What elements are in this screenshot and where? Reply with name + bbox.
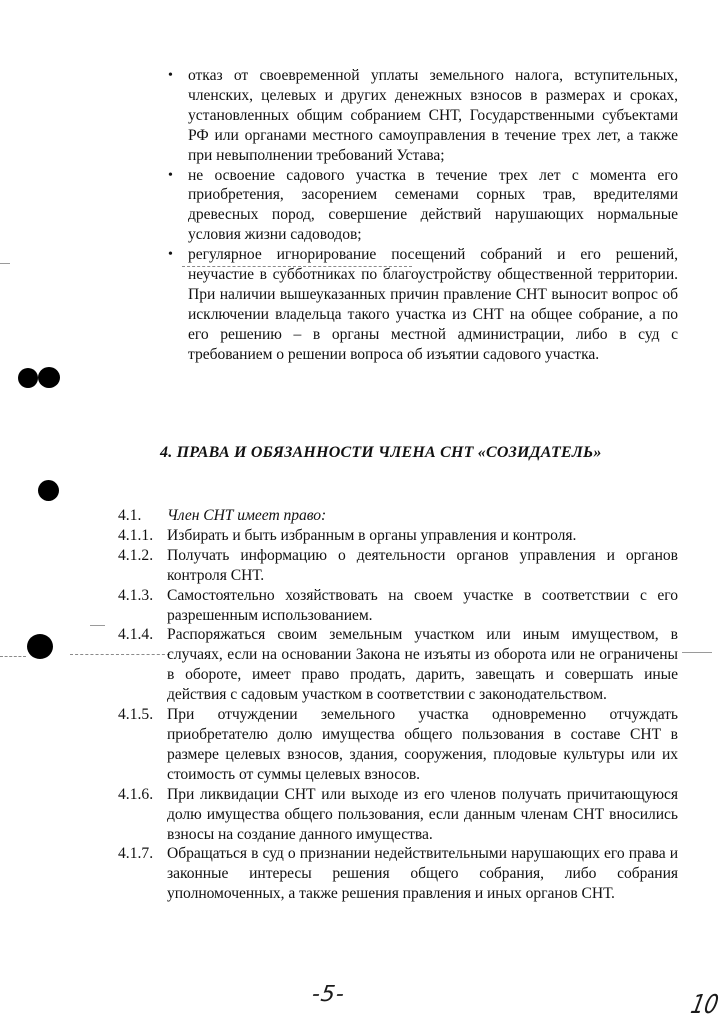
clause-number: 4.1.7. [118, 845, 154, 863]
punch-hole-mark [27, 634, 53, 659]
bullet-icon: • [168, 167, 173, 183]
clause-number: 4.1.4. [118, 626, 154, 644]
scan-line-mark [682, 652, 712, 653]
clause-item [118, 506, 678, 526]
clause-item [118, 546, 678, 586]
list-item [166, 166, 678, 246]
clause-item [118, 705, 678, 785]
clause-number: 4.1.6. [118, 785, 154, 803]
sheet-number: 10 [688, 990, 721, 1020]
punch-hole-mark [38, 480, 59, 501]
clause-text: При отчуждении земельного участка одновременно отчуждать приобретателю долю имущества общего пользования в составе СНТ в размере целевых взносов, здания, сооружения, плодовые культуры или их стоимость от суммы целевых взносов. [167, 706, 678, 783]
punch-hole-mark [18, 368, 38, 388]
clause-text: Распоряжаться своим земельным участком или иным имуществом, в случаях, если на основании Закона не изъяты из оборота или не ограничены в обороте, имеет право продать, дарить, завещать и совершать иные действия с садовым участком в соответствии с законодательством. [167, 626, 678, 704]
clause-item [118, 625, 678, 705]
clause-item [118, 526, 678, 546]
clause-text: При ликвидации СНТ или выходе из его членов получать причитающуюся долю имущества общего пользования, если данным членам СНТ вносились взносы на создание данного имущества. [167, 785, 678, 843]
clause-item [118, 586, 678, 626]
clause-text: Избирать и быть избранным в органы управления и контроля. [167, 526, 577, 544]
list-item-text: отказ от своевременной уплаты земельного налога, вступительных, членских, целевых и других денежных взносов в размерах и сроках, установленных общим собранием СНТ, Государственными субъектами РФ или органами местного самоуправления в течение трех лет, а также при невыполнении требований Устава; [188, 67, 678, 164]
clause-item [118, 785, 678, 845]
scan-line-mark [90, 625, 105, 626]
exclusion-reasons-list [166, 66, 678, 365]
list-item [166, 245, 678, 364]
clause-text: Самостоятельно хозяйствовать на своем участке в соответствии с его разрешенным использованием. [167, 586, 678, 624]
clause-text: Получать информацию о деятельности органов управления и органов контроля СНТ. [167, 546, 678, 584]
punch-hole-mark [38, 367, 60, 388]
scan-line-mark [0, 263, 10, 264]
bullet-icon: • [168, 247, 173, 263]
bullet-icon: • [168, 68, 173, 83]
section-heading: 4. ПРАВА И ОБЯЗАННОСТИ ЧЛЕНА СНТ «СОЗИДАТЕЛЬ» [160, 444, 602, 461]
list-item-text: не освоение садового участка в течение трех лет с момента его приобретения, засорением семенами сорных трав, вредителями древесных пород, совершение действий нарушающих нормальные условия жизни садоводов; [188, 166, 678, 244]
list-item [166, 66, 678, 166]
clause-number: 4.1.3. [118, 586, 154, 604]
page-number: -5- [310, 982, 347, 1007]
clause-text: Член СНТ имеет право: [167, 507, 327, 524]
clause-item [118, 844, 678, 904]
member-rights-clauses [118, 506, 678, 904]
clause-number: 4.1.1. [118, 526, 154, 544]
scan-line-mark [0, 656, 26, 658]
clause-number: 4.1.2. [118, 546, 154, 564]
clause-number: 4.1.5. [118, 706, 154, 724]
clause-text: Обращаться в суд о признании недействительными нарушающих его права и законные интересы решения общего собрания, либо собрания уполномоченных, а также решения правления и иных органов СНТ. [167, 845, 678, 903]
clause-number: 4.1. [118, 507, 142, 524]
list-item-text: регулярное игнорирование посещений собраний и его решений, неучастие в субботниках по благоустройству общественной территории. При наличии вышеуказанных причин правление СНТ выносит вопрос об исключении владельца такого участка из СНТ на общее собрание, а по его решению – в органы местной администрации, либо в суд с требованием о решении вопроса об изъятии садового участка. [188, 246, 678, 363]
